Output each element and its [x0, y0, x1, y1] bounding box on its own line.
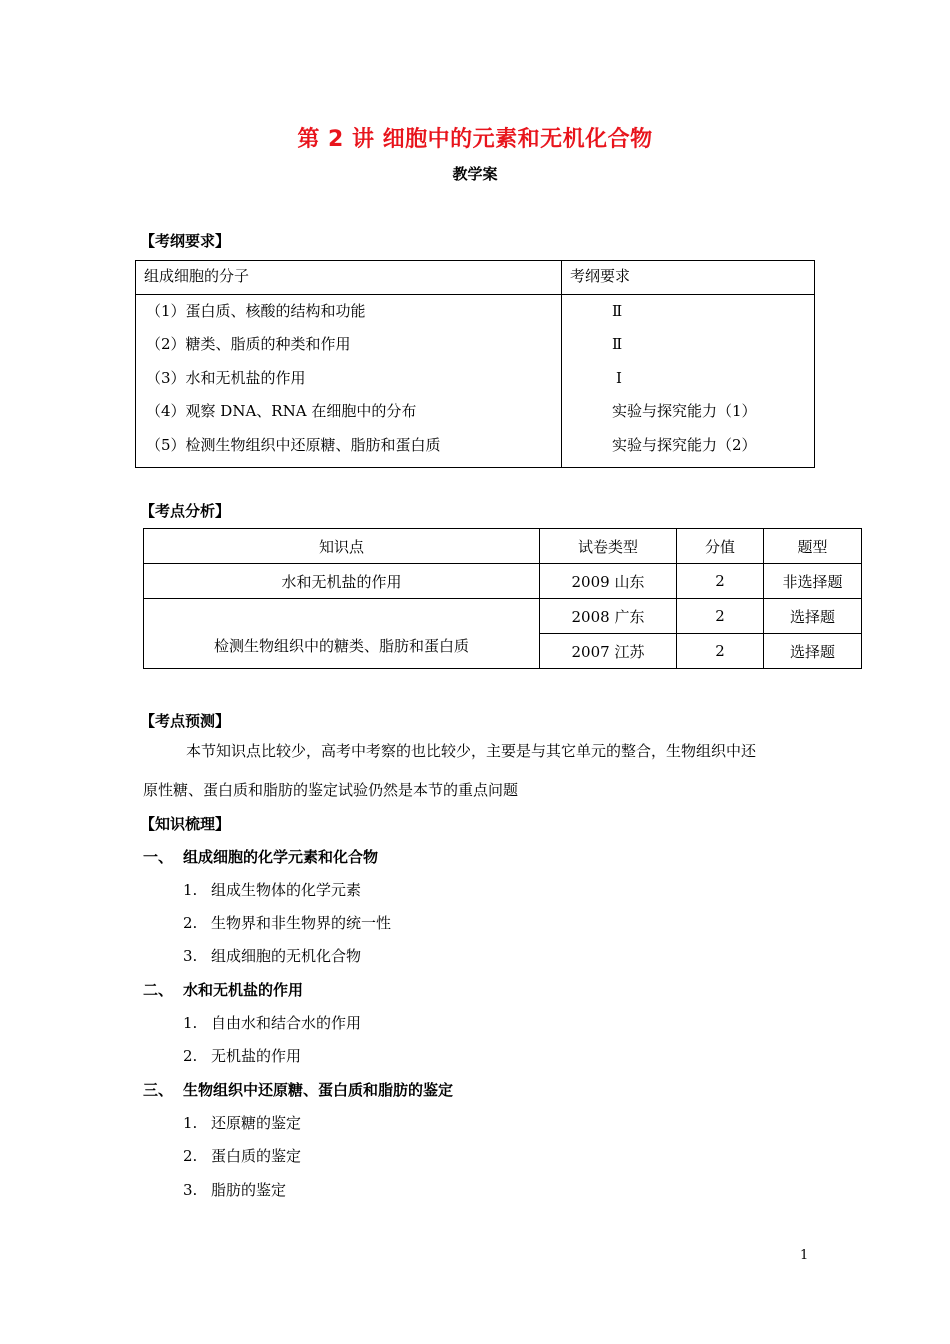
- outline-item: 2. 生物界和非生物界的统一性: [183, 914, 392, 932]
- table-header-cell: 知识点: [144, 529, 540, 564]
- outline-heading: 二、 水和无机盐的作用: [143, 981, 304, 999]
- requirement-item: （1）蛋白质、核酸的结构和功能: [146, 302, 366, 320]
- page-title: 第 2 讲 细胞中的元素和无机化合物: [297, 127, 653, 152]
- outline-item: 2. 无机盐的作用: [183, 1047, 302, 1065]
- outline-item: 2. 蛋白质的鉴定: [183, 1147, 302, 1165]
- requirements-table: [135, 260, 815, 468]
- table-cell: 2: [677, 599, 764, 634]
- table-cell: 2: [677, 564, 764, 599]
- section-heading-forecast: 【考点预测】: [140, 712, 231, 730]
- table-cell: 2: [677, 634, 764, 669]
- table-cell: 选择题: [764, 634, 862, 669]
- outline-item: 3. 脂肪的鉴定: [183, 1181, 287, 1199]
- table-header-cell: 试卷类型: [540, 529, 677, 564]
- table-header-cell: 分值: [677, 529, 764, 564]
- outline-item: 1. 还原糖的鉴定: [183, 1114, 302, 1132]
- table-cell: 水和无机盐的作用: [144, 564, 540, 599]
- requirements-items-cell: [136, 295, 562, 468]
- table-cell: 非选择题: [764, 564, 862, 599]
- requirement-level: 实验与探究能力（2）: [612, 435, 757, 454]
- forecast-paragraph-line2: 原性糖、蛋白质和脂肪的鉴定试验仍然是本节的重点问题: [143, 781, 519, 799]
- requirement-level: Ⅱ: [612, 302, 623, 320]
- section-heading-analysis: 【考点分析】: [140, 502, 231, 520]
- table-header-cell: 考纲要求: [562, 261, 815, 295]
- requirement-item: （4）观察 DNA、RNA 在细胞中的分布: [146, 402, 417, 421]
- forecast-paragraph-line1: 本节知识点比较少，高考中考察的也比较少，主要是与其它单元的整合，生物组织中还: [186, 742, 757, 760]
- requirement-item: （2）糖类、脂质的种类和作用: [146, 335, 351, 354]
- table-cell: 2008 广东: [540, 599, 677, 634]
- outline-heading: 一、 组成细胞的化学元素和化合物: [143, 848, 379, 866]
- section-heading-requirements: 【考纲要求】: [140, 232, 231, 250]
- table-header-cell: 组成细胞的分子: [136, 261, 562, 295]
- analysis-table: [143, 528, 862, 669]
- section-heading-knowledge: 【知识梳理】: [140, 815, 231, 833]
- requirement-item: （3）水和无机盐的作用: [146, 368, 306, 387]
- table-cell: 选择题: [764, 599, 862, 634]
- page-number: 1: [800, 1248, 809, 1263]
- table-cell: 2007 江苏: [540, 634, 677, 669]
- requirements-levels-cell: [562, 295, 815, 468]
- table-cell: 2009 山东: [540, 564, 677, 599]
- requirement-level: Ⅱ: [612, 335, 623, 354]
- outline-item: 3. 组成细胞的无机化合物: [183, 947, 362, 965]
- outline-item: 1. 自由水和结合水的作用: [183, 1014, 362, 1032]
- requirement-level: Ⅰ: [616, 368, 622, 387]
- table-cell: 检测生物组织中的糖类、脂肪和蛋白质: [144, 599, 540, 669]
- outline-heading: 三、 生物组织中还原糖、蛋白质和脂肪的鉴定: [143, 1081, 454, 1099]
- requirement-level: 实验与探究能力（1）: [612, 402, 757, 421]
- requirement-item: （5）检测生物组织中还原糖、脂肪和蛋白质: [146, 435, 441, 454]
- page-subtitle: 教学案: [452, 165, 498, 183]
- outline-item: 1. 组成生物体的化学元素: [183, 881, 362, 899]
- table-header-cell: 题型: [764, 529, 862, 564]
